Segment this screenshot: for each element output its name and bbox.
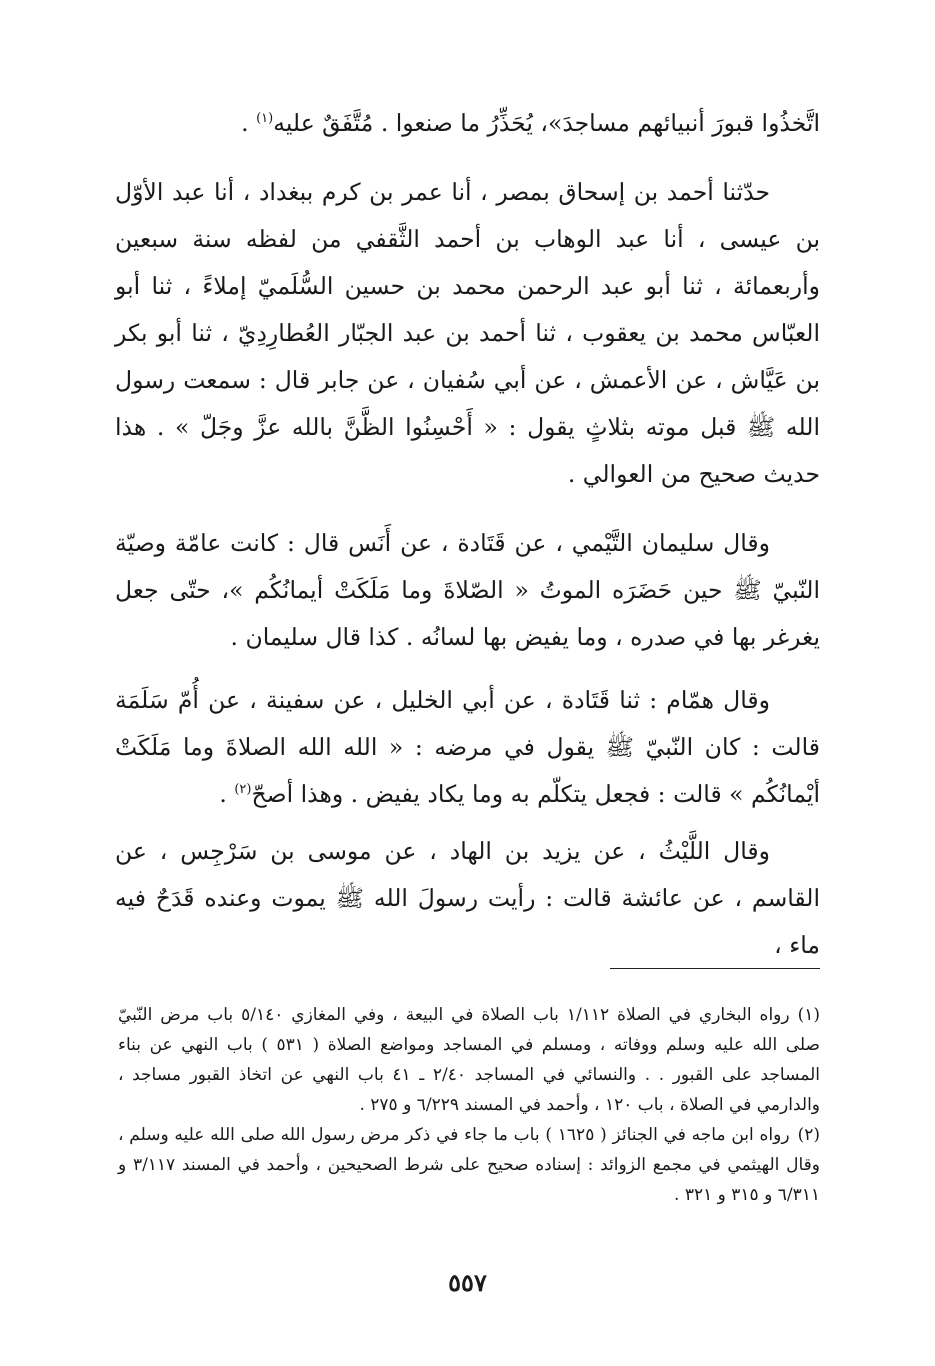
paragraph-text: اتَّخذُوا قبورَ أنبيائهم مساجدَ»، يُحَذِّرُ ما صنعوا . مُتَّفَقٌ عليه <box>273 109 820 137</box>
paragraph-hammam <box>115 677 820 818</box>
footnote-text: رواه ابن ماجه في الجنائز ( ١٦٢٥ ) باب ما جاء في ذكر مرض رسول الله صلى الله عليه وسلم ، وقال الهيثمي في مجمع الزوائد : إسناده صحيح على شرط الصحيحين ، وأحمد في المسند ٣/١١٧ و ٦/٣١١ و ٣١٥ و ٣٢١ . <box>118 1125 820 1205</box>
footnote-number: (١) <box>797 1005 821 1025</box>
page-number: ٥٥٧ <box>448 1268 487 1297</box>
footnote-text: رواه البخاري في الصلاة ١/١١٢ باب الصلاة في البيعة ، وفي المغازي ٥/١٤٠ باب مرض النّبيّ صلى الله عليه وسلم ووفاته ، ومسلم في المساجد ومواضع الصلاة ( ٥٣١ ) باب النهي عن بناء المساجد على القبور . . والنسائي في المساجد ٢/٤٠ ـ ٤١ باب النهي عن اتخاذ القبور مساجد ، والدارمي في الصلاة ، باب ١٢٠ ، وأحمد في المسند ٦/٢٢٩ و ٢٧٥ . <box>118 1005 820 1115</box>
sentence-end: . <box>219 780 235 808</box>
footnotes <box>118 1000 820 1210</box>
footnote-number: (٢) <box>797 1125 820 1145</box>
footnote-2 <box>118 1120 820 1210</box>
paragraph-isnad: حدّثنا أحمد بن إسحاق بمصر ، أنا عمر بن كرم ببغداد ، أنا عبد الأوّل بن عيسى ، أنا عبد الوهاب بن أحمد الثَّقفي من لفظه سنة سبعين وأربعمائة ، ثنا أبو عبد الرحمن محمد بن حسين السُّلَميّ إملاءً ، ثنا أبو العبّاس محمد بن يعقوب ، ثنا أحمد بن عبد الجبّار العُطارِدِيّ ، ثنا أبو بكر بن عَيَّاش ، عن الأعمش ، عن أبي سُفيان ، عن جابر قال : سمعت رسول الله ﷺ قبل موته بثلاثٍ يقول : « أَحْسِنُوا الظَّنَّ بالله عزَّ وجَلّ » . هذا حديث صحيح من العوالي . <box>115 178 820 488</box>
footnote-marker: (٢) <box>234 782 252 798</box>
footnote-marker: (١) <box>256 111 274 127</box>
footnote-divider <box>610 968 820 969</box>
paragraph-layth: وقال اللَّيْثُ ، عن يزيد بن الهاد ، عن موسى بن سَرْجِس ، عن القاسم ، عن عائشة قالت : رأيت رسولَ الله ﷺ يموت وعنده قَدَحٌ فيه ماء ، <box>115 837 820 959</box>
paragraph-text: وقال همّام : ثنا قَتَادة ، عن أبي الخليل ، عن سفينة ، عن أُمّ سَلَمَة قالت : كان النّبيّ ﷺ يقول في مرضه : « الله الله الصلاةَ وما مَلَكَتْ أيْمانُكُم » قالت : فجعل يتكلّم به وما يكاد يفيض . وهذا أصحّ <box>115 686 820 808</box>
main-text <box>115 100 820 969</box>
paragraph-continuation <box>115 100 820 147</box>
paragraph-sulayman: وقال سليمان التَّيْمي ، عن قَتَادة ، عن أَنَس قال : كانت عامّة وصيّة النّبيّ ﷺ حين حَضَرَه الموتُ « الصّلاةَ وما مَلَكَتْ أيمانُكُم »، حتّى جعل يغرغر بها في صدره ، وما يفيض بها لسانُه . كذا قال سليمان . <box>115 529 820 651</box>
sentence-end: . <box>241 109 257 137</box>
footnote-1 <box>118 1000 820 1120</box>
